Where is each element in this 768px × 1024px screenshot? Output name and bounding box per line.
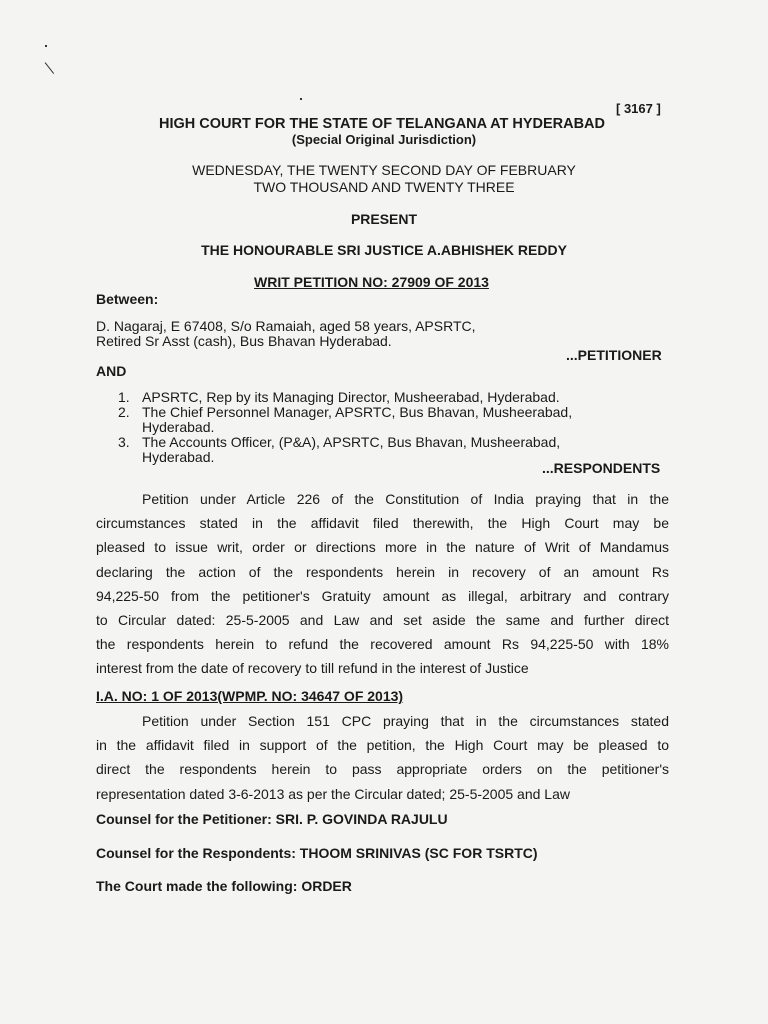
prayer-line: circumstances stated in the affidavit filed therewith, the High Court may be [96, 515, 669, 532]
petitioner-role: ...PETITIONER [566, 347, 662, 363]
petitioner-line-2: Retired Sr Asst (cash), Bus Bhavan Hyderabad. [96, 333, 392, 349]
order-line: The Court made the following: ORDER [96, 878, 352, 894]
present-heading: PRESENT [350, 211, 418, 227]
jurisdiction: (Special Original Jurisdiction) [291, 132, 477, 147]
respondents-role: ...RESPONDENTS [542, 460, 661, 476]
prayer-line: the respondents herein to refund the recovered amount Rs 94,225-50 with 18% [96, 636, 669, 653]
list-number: 1. [118, 389, 130, 405]
court-name: HIGH COURT FOR THE STATE OF TELANGANA AT HYDERABAD [159, 116, 605, 132]
scan-dot [45, 45, 47, 47]
list-number: 2. [118, 404, 130, 420]
prayer-line: declaring the action of the respondents herein in recovery of an amount Rs [96, 563, 669, 580]
counsel-petitioner: Counsel for the Petitioner: SRI. P. GOVINDA RAJULU [96, 811, 448, 827]
prayer-line: direct the respondents herein to pass appropriate orders on the petitioner's [96, 761, 669, 778]
ia-heading: I.A. NO: 1 OF 2013(WPMP. NO: 34647 OF 2013) [96, 688, 404, 704]
respondent-line: Hyderabad. [142, 419, 215, 435]
scan-dot [300, 98, 302, 100]
ia-prayer [96, 709, 669, 806]
prayer-line: 94,225-50 from the petitioner's Gratuity amount as illegal, arbitrary and contrary [96, 587, 669, 604]
prayer-line: to Circular dated: 25-5-2005 and Law and set aside the same and further direct [96, 612, 669, 629]
date-line-2: TWO THOUSAND AND TWENTY THREE [253, 179, 515, 195]
list-number: 3. [118, 434, 130, 450]
document-number: [ 3167 ] [616, 101, 661, 116]
between-label: Between: [96, 291, 159, 307]
respondents-list [118, 390, 572, 465]
prayer-line: in the affidavit filed in support of the petition, the High Court may be pleased to [96, 737, 669, 754]
petition-number: WRIT PETITION NO: 27909 OF 2013 [254, 274, 489, 290]
judge-name: THE HONOURABLE SRI JUSTICE A.ABHISHEK REDDY [201, 242, 567, 258]
counsel-respondents: Counsel for the Respondents: THOOM SRINIVAS (SC FOR TSRTC) [96, 845, 538, 861]
respondent-line: Hyderabad. [142, 449, 215, 465]
prayer-line: Petition under Article 226 of the Constitution of India praying that in the [142, 491, 669, 507]
and-label: AND [96, 363, 127, 379]
main-prayer [96, 487, 669, 681]
list-item [118, 390, 572, 405]
date-line-1: WEDNESDAY, THE TWENTY SECOND DAY OF FEBRUARY [192, 162, 576, 178]
respondent-line: The Chief Personnel Manager, APSRTC, Bus Bhavan, Musheerabad, [142, 404, 573, 420]
petitioner-line-1: D. Nagaraj, E 67408, S/o Ramaiah, aged 58 years, APSRTC, [96, 318, 476, 334]
prayer-line: Petition under Section 151 CPC praying that in the circumstances stated [142, 713, 669, 729]
prayer-line: representation dated 3-6-2013 as per the Circular dated; 25-5-2005 and Law [96, 785, 570, 802]
list-item [118, 435, 572, 465]
respondent-line: APSRTC, Rep by its Managing Director, Musheerabad, Hyderabad. [142, 389, 560, 405]
scan-mark [45, 62, 55, 74]
prayer-line: pleased to issue writ, order or directions more in the nature of Writ of Mandamus [96, 539, 669, 556]
prayer-line: interest from the date of recovery to till refund in the interest of Justice [96, 660, 529, 677]
respondent-line: The Accounts Officer, (P&A), APSRTC, Bus Bhavan, Musheerabad, [142, 434, 561, 450]
list-item [118, 405, 572, 435]
